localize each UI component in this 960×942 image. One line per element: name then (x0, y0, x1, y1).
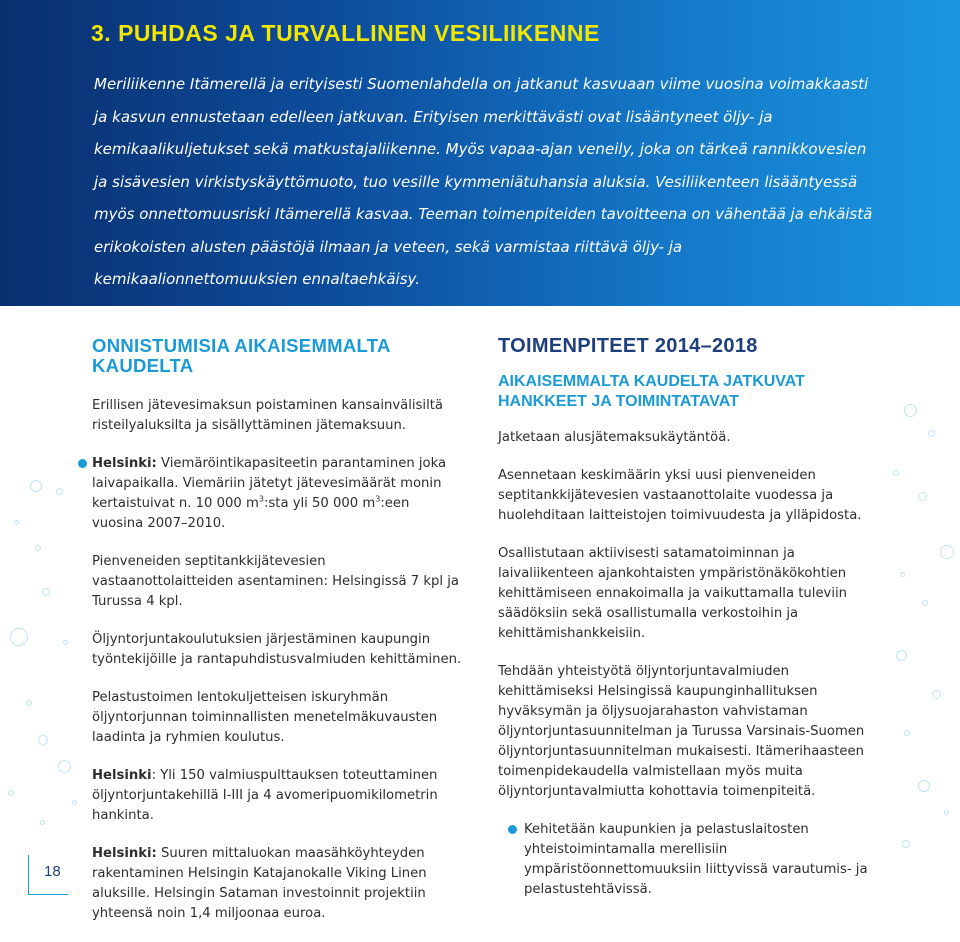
p5-city: Helsinki (92, 768, 152, 783)
bullet-dot-icon (78, 459, 87, 468)
p6-text: Suuren mittaluokan maasähköyhteyden rakentaminen Helsingin Katajanokalle Viking Linen aluksille. Helsingin Sataman investoinnit projektiin yhteensä noin 1,4 miljoonaa euroa. (92, 846, 427, 921)
bullet-dot-icon (508, 825, 517, 834)
right-paragraph-2: Asennetaan keskimäärin yksi uusi pienveneiden septitankkijätevesien vastaanottolaite vuodessa ja huolehditaan laitteistojen toimivuudesta ja ylläpidosta. (498, 468, 862, 523)
right-paragraph-4: Tehdään yhteistyötä öljyntorjuntavalmiuden kehittämiseksi Helsingissä kaupunginhallituksen hyväksymän ja öljysuojarahaston vahvistaman öljyntorjuntasuunnitelman ja Turussa Varsinais-Suomen öljyntorjuntasuunnitelman mukaisesti. Itämerihaasteen toimenpidekaudella valmistellaan myös muita öljyntorjuntavalmiutta kohottavia toimenpiteitä. (498, 664, 865, 799)
bullet-text-a: Viemäröintikapasiteetin parantaminen joka laivapaikalla. Viemäriin jätetyt jätevesimäärät monin kertaistuivat n. 10 000 m (92, 456, 447, 511)
right-column (498, 336, 883, 918)
left-paragraph-4: Pelastustoimen lentokuljetteisen iskuryhmän öljyntorjunnan toiminnallisten menetelmäkuvausten laadinta ja ryhmien koulutus. (92, 690, 438, 745)
right-heading: TOIMENPITEET 2014–2018 (498, 335, 758, 357)
left-paragraph-1: Erillisen jätevesimaksun poistaminen kansainvälisiltä risteilyaluksilta ja sisällyttäminen jätemaksuun. (92, 398, 444, 433)
bullet-text-b: :sta yli 50 000 m (263, 496, 376, 511)
page-corner-line-vertical (28, 855, 29, 895)
right-subheading: AIKAISEMMALTA KAUDELTA JATKUVAT HANKKEET JA TOIMINTATAVAT (498, 373, 805, 410)
section-title: 3. PUHDAS JA TURVALLINEN VESILIIKENNE (91, 20, 600, 46)
page-corner-line-horizontal (28, 894, 68, 895)
left-paragraph-5 (92, 766, 462, 826)
left-paragraph-6 (92, 844, 462, 924)
superscript-1: 3 (258, 494, 264, 504)
p6-city: Helsinki: (92, 846, 157, 861)
bullet-city: Helsinki: (92, 456, 157, 471)
left-bullet (92, 454, 462, 534)
right-bullet (498, 820, 883, 900)
right-paragraph-1: Jatketaan alusjätemaksukäytäntöä. (498, 430, 731, 445)
left-paragraph-2: Pienveneiden septitankkijätevesien vastaanottolaitteiden asentaminen: Helsingissä 7 kpl ja Turussa 4 kpl. (92, 554, 459, 609)
p5-text: : Yli 150 valmiuspulttauksen toteuttaminen öljyntorjuntakehillä I-III ja 4 avomeripuomikilometrin hankinta. (92, 768, 438, 823)
bullet-text-c: :een vuosina 2007–2010. (92, 496, 410, 531)
page-number: 18 (44, 863, 61, 880)
header-banner (0, 0, 960, 306)
left-paragraph-3: Öljyntorjuntakoulutuksien järjestäminen kaupungin työntekijöille ja rantapuhdistusvalmiuden kehittäminen. (92, 632, 462, 667)
left-heading: ONNISTUMISIA AIKAISEMMALTA KAUDELTA (92, 335, 390, 376)
right-paragraph-3: Osallistutaan aktiivisesti satamatoiminnan ja laivaliikenteen ajankohtaisten ympäristönäkökohtien kehittämiseen ennakoimalla ja vaikuttamalla tuleviin säädöksiin sekä osallistumalla verkostoihin ja kehittämishankkeisiin. (498, 546, 848, 641)
left-column (92, 336, 462, 942)
superscript-2: 3 (375, 494, 381, 504)
intro-text: Meriliikenne Itämerellä ja erityisesti Suomenlahdella on jatkanut kasvuaan viime vuosina voimakkaasti ja kasvun ennustetaan edelleen jatkuvan. Erityisen merkittävästi ovat lisääntyneet öljy- ja kemikaalikuljetukset sekä matkustajaliikenne. Myös vapaa-ajan veneily, joka on tärkeä rannikkovesien ja sisävesien virkistyskäyttömuoto, tuo vesille kymmeniätuhansia aluksia. Vesiliikenteen lisääntyessä myös onnettomuusriski Itämerellä kasvaa. Teeman toimenpiteiden tavoitteena on vähentää ja ehkäistä erikokoisten alusten päästöjä ilmaan ja veteen, sekä varmistaa riittävä öljy- ja kemikaalionnettomuuksien ennaltaehkäisy. (94, 75, 873, 288)
right-bullet-text: Kehitetään kaupunkien ja pelastuslaitosten yhteistoimintamalla merellisiin ympäristöonnettomuuksiin liittyvissä varautumis- ja pelastustehtävissä. (524, 822, 868, 897)
